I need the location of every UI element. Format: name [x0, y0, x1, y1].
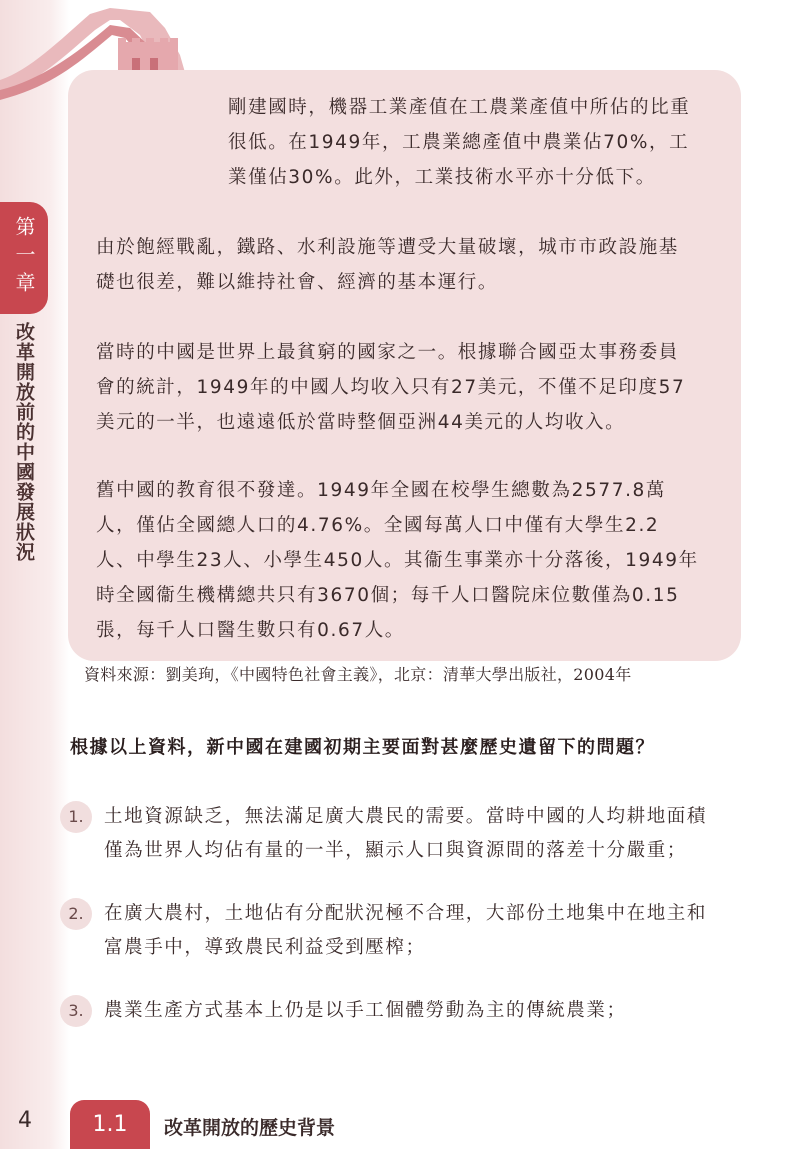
left-decorative-band [0, 0, 70, 1149]
text-line: 僅為世界人均佔有量的一半，顯示人口與資源間的落差十分嚴重； [104, 840, 687, 861]
page-number: 4 [18, 1108, 32, 1133]
source-citation: 資料來源：劉美珣，《中國特色社會主義》，北京：清華大學出版社，2004年 [84, 665, 632, 684]
text-line: 在廣大農村，土地佔有分配狀況極不合理，大部份土地集中在地主和 [104, 903, 708, 924]
answer-number-badge: 2. [60, 898, 92, 930]
text-line: 土地資源缺乏，無法滿足廣大農民的需要。當時中國的人均耕地面積 [104, 806, 708, 827]
answer-text [104, 994, 750, 1028]
text-line: 由於飽經戰亂，鐵路、水利設施等遭受大量破壞，城市市政設施基 [96, 237, 679, 258]
answer-text [104, 800, 750, 868]
source-paragraph-3 [96, 335, 722, 440]
text-line: 美元的一半，也遠遠低於當時整個亞洲44美元的人均收入。 [96, 412, 626, 433]
text-line: 農業生產方式基本上仍是以手工個體勞動為主的傳統農業； [104, 1000, 627, 1021]
text-line: 很低。在1949年，工農業總產值中農業佔70%，工 [228, 132, 690, 153]
text-line: 當時的中國是世界上最貧窮的國家之一。根據聯合國亞太事務委員 [96, 342, 679, 363]
source-paragraph-4 [96, 473, 722, 648]
text-line: 人，僅佔全國總人口的4.76%。全國每萬人口中僅有大學生2.2 [96, 515, 660, 536]
section-tab[interactable]: 1.1 [70, 1100, 150, 1149]
text-line: 富農手中，導致農民利益受到壓榨； [104, 937, 426, 958]
answer-text [104, 897, 750, 965]
chapter-title: 改革開放前的中國發展狀況 [13, 322, 35, 562]
question-heading: 根據以上資料，新中國在建國初期主要面對甚麼歷史遺留下的問題？ [70, 737, 655, 758]
text-line: 業僅佔30%。此外，工業技術水平亦十分低下。 [228, 167, 656, 188]
source-paragraph-2 [96, 230, 722, 300]
source-paragraph-1 [228, 90, 722, 195]
answer-number-badge: 3. [60, 995, 92, 1027]
section-title: 改革開放的歷史背景 [164, 1117, 336, 1139]
answer-number-badge: 1. [60, 801, 92, 833]
text-line: 礎也很差，難以維持社會、經濟的基本運行。 [96, 272, 499, 293]
chapter-tab[interactable] [0, 202, 48, 314]
text-line: 剛建國時，機器工業產值在工農業產值中所佔的比重 [228, 97, 691, 118]
text-line: 舊中國的教育很不發達。1949年全國在校學生總數為2577.8萬 [96, 480, 667, 501]
text-line: 張，每千人口醫生數只有0.67人。 [96, 620, 405, 641]
text-line: 時全國衞生機構總共只有3670個；每千人口醫院床位數僅為0.15 [96, 585, 680, 606]
text-line: 人、中學生23人、小學生450人。其衞生事業亦十分落後，1949年 [96, 550, 699, 571]
chapter-label: 第一章 [12, 216, 36, 300]
text-line: 會的統計，1949年的中國人均收入只有27美元，不僅不足印度57 [96, 377, 686, 398]
